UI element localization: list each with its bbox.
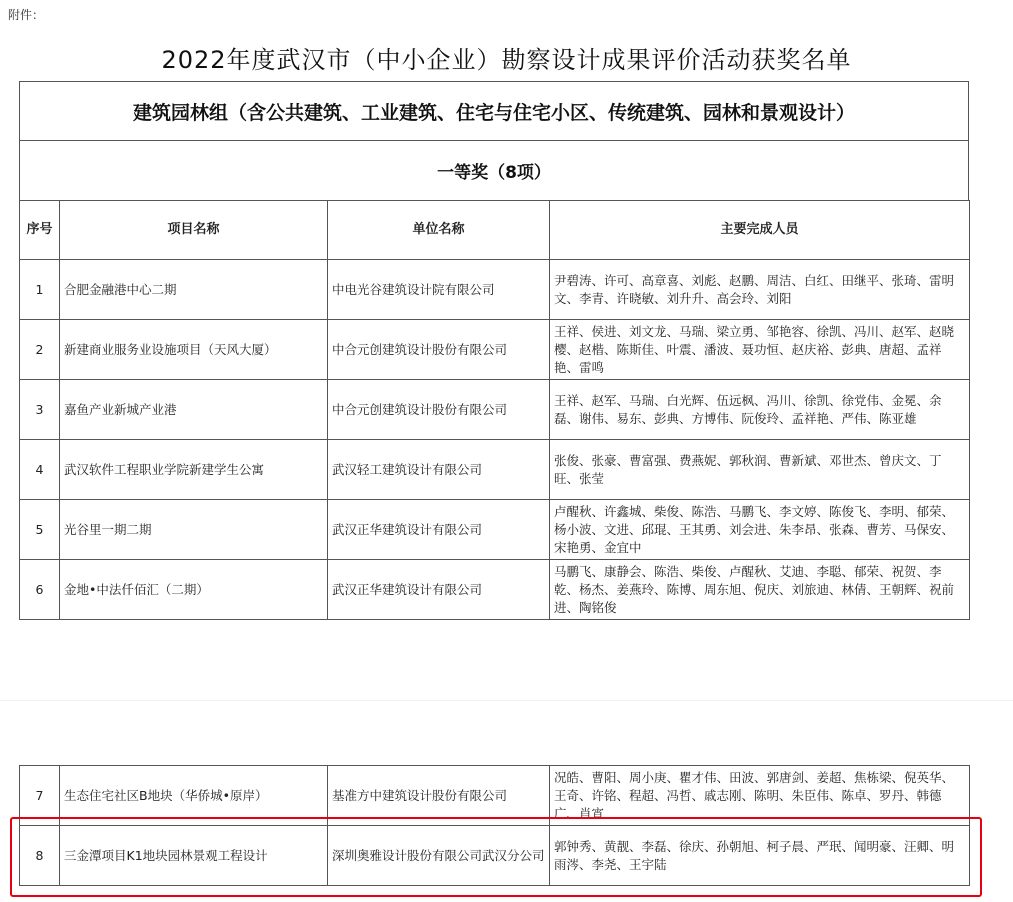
row-unit: 中电光谷建筑设计院有限公司: [328, 260, 550, 320]
row-unit: 中合元创建筑设计股份有限公司: [328, 380, 550, 440]
award-level: 一等奖（8项）: [19, 140, 969, 201]
header-project: 项目名称: [60, 201, 328, 260]
row-unit: 武汉轻工建筑设计有限公司: [328, 440, 550, 500]
row-serial: 3: [20, 380, 60, 440]
table-row: [20, 380, 970, 440]
group-title: 建筑园林组（含公共建筑、工业建筑、住宅与住宅小区、传统建筑、园林和景观设计）: [19, 81, 969, 141]
row-serial: 1: [20, 260, 60, 320]
row-people: 况皓、曹阳、周小庚、瞿才伟、田波、郭唐剑、姜超、焦栋梁、倪英华、王奇、许铭、程超、冯哲、戚志刚、陈明、朱臣伟、陈卓、罗丹、韩德广、肖宵: [550, 766, 970, 826]
row-unit: 武汉正华建筑设计有限公司: [328, 560, 550, 620]
table-header-row: [20, 201, 970, 260]
row-serial: 2: [20, 320, 60, 380]
row-project: 嘉鱼产业新城产业港: [60, 380, 328, 440]
table-row: [20, 320, 970, 380]
page-title: 2022年度武汉市（中小企业）勘察设计成果评价活动获奖名单: [161, 46, 852, 74]
row-people: 尹碧涛、许可、高章喜、刘彪、赵鹏、周洁、白红、田继平、张琦、雷明文、李青、许晓敏、刘升升、高会玲、刘阳: [550, 260, 970, 320]
page-divider: [0, 700, 1013, 701]
highlight-box: [10, 817, 982, 897]
row-project: 三金潭项目K1地块园林景观工程设计: [60, 826, 328, 886]
attachment-label: 附件：: [8, 8, 45, 22]
table-row: [20, 440, 970, 500]
row-project: 武汉软件工程职业学院新建学生公寓: [60, 440, 328, 500]
row-serial: 5: [20, 500, 60, 560]
row-project: 光谷里一期二期: [60, 500, 328, 560]
header-people: 主要完成人员: [550, 201, 970, 260]
row-people: 卢醒秋、许鑫城、柴俊、陈浩、马鹏飞、李文婷、陈俊飞、李明、郁荣、杨小波、文进、邱琨、王其勇、刘会进、朱李昂、张森、曹芳、马保安、宋艳勇、金宜中: [550, 500, 970, 560]
row-project: 生态住宅社区B地块（华侨城•原岸）: [60, 766, 328, 826]
row-people: 张俊、张豪、曹富强、费燕妮、郭秋润、曹新斌、邓世杰、曾庆文、丁旺、张莹: [550, 440, 970, 500]
row-serial: 8: [20, 826, 60, 886]
row-unit: 中合元创建筑设计股份有限公司: [328, 320, 550, 380]
row-project: 金地•中法仟佰汇（二期）: [60, 560, 328, 620]
table-row: [20, 560, 970, 620]
row-serial: 7: [20, 766, 60, 826]
row-people: 王祥、侯进、刘文龙、马瑞、梁立勇、邹艳容、徐凯、冯川、赵军、赵晓樱、赵楷、陈斯佳、叶震、潘波、聂功恒、赵庆裕、彭典、唐超、孟祥艳、雷鸣: [550, 320, 970, 380]
row-serial: 4: [20, 440, 60, 500]
table-row: [20, 260, 970, 320]
table-row: [20, 500, 970, 560]
row-unit: 武汉正华建筑设计有限公司: [328, 500, 550, 560]
header-unit: 单位名称: [328, 201, 550, 260]
row-project: 新建商业服务业设施项目（天风大厦）: [60, 320, 328, 380]
row-people: 郭钟秀、黄靓、李磊、徐庆、孙朝旭、柯子晨、严珉、闻明豪、汪卿、明雨涔、李尧、王宇陆: [550, 826, 970, 886]
row-serial: 6: [20, 560, 60, 620]
row-people: 马鹏飞、康静会、陈浩、柴俊、卢醒秋、艾迪、李聪、郁荣、祝贺、李乾、杨杰、姜燕玲、陈博、周东旭、倪庆、刘旅迪、林倩、王朝辉、祝前进、陶铭俊: [550, 560, 970, 620]
row-people: 王祥、赵军、马瑞、白光辉、伍远枫、冯川、徐凯、徐党伟、金冕、余磊、谢伟、易东、彭典、方博伟、阮俊玲、孟祥艳、严伟、陈亚雄: [550, 380, 970, 440]
row-unit: 基准方中建筑设计股份有限公司: [328, 766, 550, 826]
row-project: 合肥金融港中心二期: [60, 260, 328, 320]
header-serial: 序号: [20, 201, 60, 260]
row-unit: 深圳奥雅设计股份有限公司武汉分公司: [328, 826, 550, 886]
award-table-part-1: [19, 200, 970, 620]
